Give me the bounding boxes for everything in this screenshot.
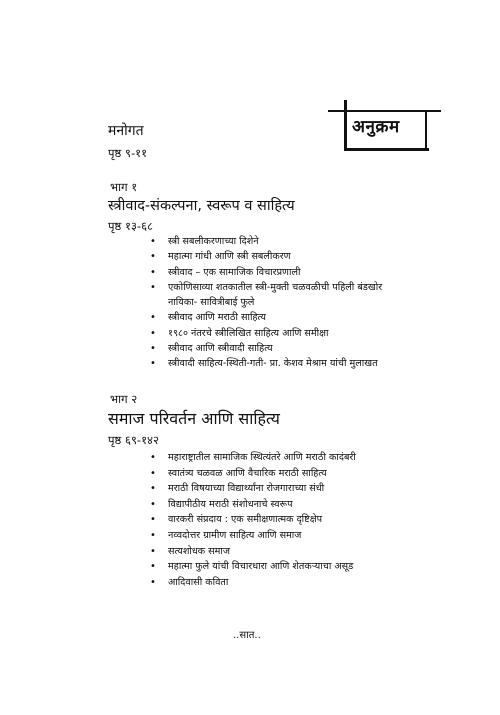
list-item: [150, 450, 410, 466]
list-item: [150, 280, 410, 311]
list-item-text: स्त्रीवाद आणि स्त्रीवादी साहित्य: [168, 343, 273, 355]
list-item: [150, 497, 410, 513]
page-heading: अनुक्रम: [352, 117, 400, 137]
bullet-icon: •: [150, 452, 156, 463]
list-item-text: १९८० नंतरचे स्त्रीलिखित साहित्य आणि समीक्षा: [168, 327, 329, 339]
list-item: [150, 481, 410, 497]
list-item-text: नव्वदोत्तर ग्रामीण साहित्य आणि समाज: [168, 529, 302, 541]
bullet-icon: •: [150, 251, 156, 263]
bullet-icon: •: [150, 266, 156, 278]
list-item-text: मराठी विषयाच्या विद्यार्थ्यांना रोजगाराच्या संधी: [168, 483, 325, 495]
bullet-icon: •: [150, 467, 156, 479]
part-1-list: [150, 234, 410, 372]
list-item: [150, 326, 410, 341]
list-item: [150, 356, 410, 371]
list-item: [150, 544, 410, 560]
part-2-title: समाज परिवर्तन आणि साहित्य: [108, 409, 280, 428]
list-item-text: सत्यशोधक समाज: [168, 545, 230, 557]
bullet-icon: •: [150, 576, 156, 588]
list-item-text: स्त्री सबलीकरणाच्या दिशेने: [168, 236, 259, 247]
list-item: [150, 528, 410, 544]
part-2-pages: पृष्ठ ६९-१४२: [108, 433, 160, 447]
list-item: [150, 575, 410, 591]
list-item: [150, 466, 410, 482]
bullet-icon: •: [150, 529, 156, 541]
list-item-text: वारकरी संप्रदाय : एक समीक्षणात्मक दृष्टिक्षेप: [168, 514, 323, 526]
bullet-icon: •: [150, 327, 156, 339]
list-item: [150, 559, 410, 575]
list-item-text: विद्यापीठीय मराठी संशोधनाचे स्वरूप: [168, 498, 293, 510]
list-item-text: स्वातंत्र्य चळवळ आणि वैचारिक मराठी साहित्य: [168, 467, 327, 479]
part-2-label: भाग २: [110, 392, 138, 406]
list-item-text: आदिवासी कविता: [168, 576, 229, 588]
bullet-icon: •: [150, 483, 156, 495]
list-item: [150, 265, 410, 280]
bullet-icon: •: [150, 236, 156, 247]
bullet-icon: •: [150, 514, 156, 526]
bullet-icon: •: [150, 312, 156, 324]
bullet-icon: •: [150, 561, 156, 573]
list-item-text: महात्मा गांधी आणि स्त्री सबलीकरण: [168, 251, 291, 263]
foreword-pages: पृष्ठ ९-११: [108, 146, 148, 160]
list-item: [150, 341, 410, 356]
list-item-text: महाराष्ट्रातील सामाजिक स्थित्यंतरे आणि मराठी कादंबरी: [168, 452, 356, 463]
part-1-pages: पृष्ठ १३-६८: [108, 219, 154, 233]
list-item-text: स्त्रीवाद – एक सामाजिक विचारप्रणाली: [168, 266, 301, 278]
heading-right-rule: [425, 110, 427, 148]
part-1-label: भाग १: [110, 180, 138, 194]
bullet-icon: •: [150, 343, 156, 355]
bullet-icon: •: [150, 545, 156, 557]
foreword-title: मनोगत: [108, 123, 144, 139]
list-item: [150, 234, 410, 249]
list-item: [150, 249, 410, 264]
bullet-icon: •: [150, 498, 156, 510]
list-item-text: स्त्रीवादी साहित्य-स्थिती-गती- प्रा. केशव मेश्राम यांची मुलाखत: [168, 358, 378, 370]
part-2-list: [150, 450, 410, 590]
page-number: ..सात..: [233, 630, 261, 641]
list-item-text: एकोणिसाव्या शतकातील स्त्री-मुक्ती चळवळीची पहिली बंडखोर नायिका- सावित्रीबाई फुले: [168, 281, 383, 309]
list-item-text: स्त्रीवाद आणि मराठी साहित्य: [168, 312, 266, 324]
list-item: [150, 512, 410, 528]
list-item-text: महात्मा फुले यांची विचारधारा आणि शेतकऱ्याचा असूड: [168, 561, 354, 573]
part-1-title: स्त्रीवाद-संकल्पना, स्वरूप व साहित्य: [108, 198, 295, 214]
bullet-icon: •: [150, 281, 156, 293]
list-item: [150, 310, 410, 325]
bullet-icon: •: [150, 358, 156, 370]
